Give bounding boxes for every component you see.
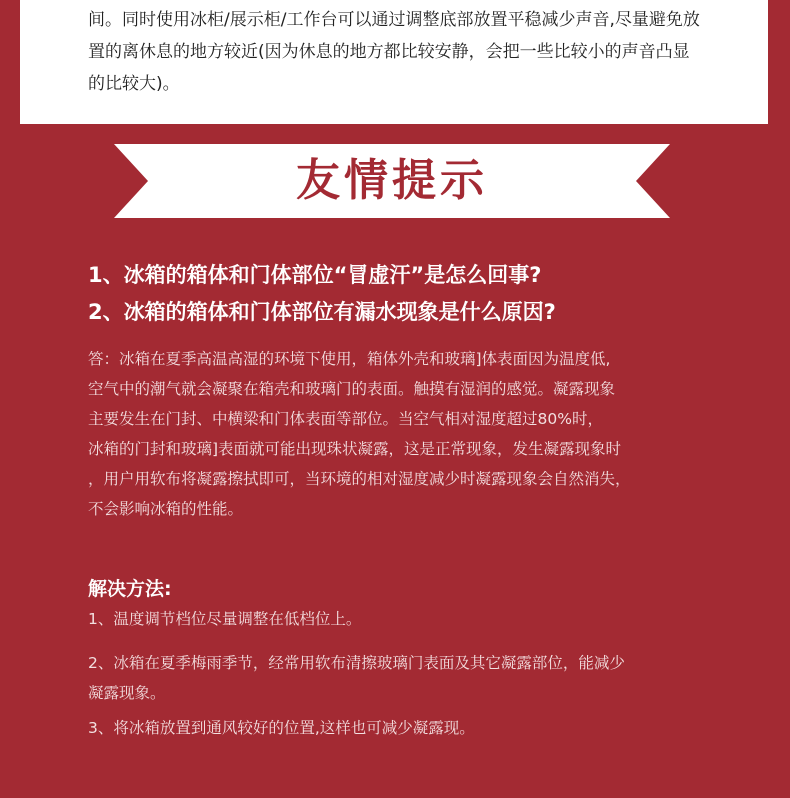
question-1: 1、冰箱的箱体和门体部位“冒虚汗”是怎么回事? [88,263,542,287]
solution-item-2-cont: 凝露现象。 [88,684,166,702]
intro-card [20,0,768,124]
answer-line: 冰箱的门封和玻璃]表面就可能出现珠状凝露，这是正常现象，发生凝露现象时 [88,440,622,458]
answer-line: ，用户用软布将凝露擦拭即可，当环境的相对湿度减少时凝露现象会自然消失， [88,470,631,488]
intro-text [88,4,748,100]
banner-title: 友情提示 [296,155,488,206]
solutions-title: 解决方法: [88,578,172,600]
answer-line: 答：冰箱在夏季高温高湿的环境下使用，箱体外壳和玻璃]体表面因为温度低, [88,350,611,368]
solution-item-2: 2、冰箱在夏季梅雨季节，经常用软布清擦玻璃门表面及其它凝露部位，能减少 [88,654,625,672]
answer-line: 不会影响冰箱的性能。 [88,500,244,518]
solution-item-3: 3、将冰箱放置到通风较好的位置,这样也可减少凝露现。 [88,719,475,737]
solution-item-1: 1、温度调节档位尽量调整在低档位上。 [88,610,362,628]
answer-text [88,344,728,524]
question-2: 2、冰箱的箱体和门体部位有漏水现象是什么原因? [88,300,556,324]
tips-banner [114,144,670,218]
intro-line: 的比较大)。 [88,74,180,94]
answer-line: 主要发生在门封、中横梁和门体表面等部位。当空气相对湿度超过80%时， [88,410,603,428]
answer-line: 空气中的潮气就会凝聚在箱壳和玻璃门的表面。触摸有湿润的感觉。凝露现象 [88,380,616,398]
intro-line: 间。同时使用冰柜/展示柜/工作台可以通过调整底部放置平稳减少声音,尽量避免放 [88,10,700,30]
intro-line: 置的离休息的地方较近(因为休息的地方都比较安静，会把一些比较小的声音凸显 [88,42,690,62]
